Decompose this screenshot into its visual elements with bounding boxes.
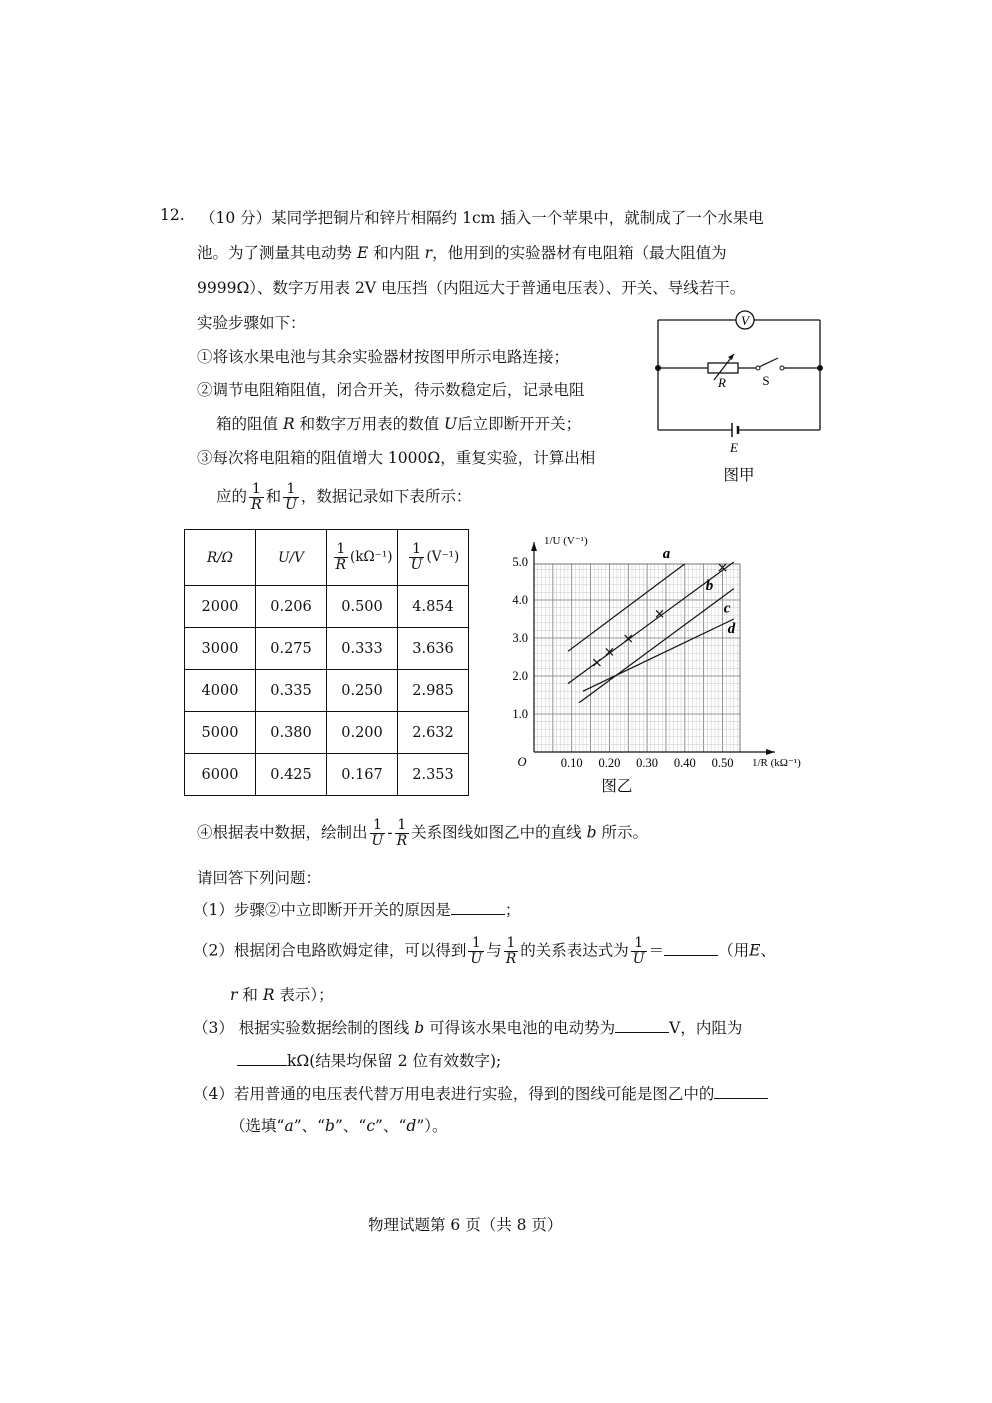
x-tick-label: 0.10	[560, 756, 583, 770]
x-tick-label: 0.40	[673, 756, 696, 770]
chart-labels	[512, 535, 801, 795]
question-number: 12.	[160, 206, 185, 224]
graph-chart	[500, 530, 810, 800]
cell: 0.250	[327, 670, 398, 712]
table-row	[185, 628, 469, 670]
frac-1-over-U: $\frac{1}{U}$	[285, 481, 297, 513]
q3-line2: kΩ(结果均保留 2 位有效数字);	[237, 1049, 501, 1071]
step-2-line2: 箱的阻值 R 和数字万用表的数值 U后立即断开开关；	[216, 415, 582, 433]
answer-blank-2[interactable]	[664, 941, 718, 956]
circuit-diagram	[650, 310, 830, 490]
cell: 3.636	[398, 628, 469, 670]
battery-label: E	[730, 440, 738, 455]
table-row	[185, 754, 469, 796]
cell: 0.206	[256, 586, 327, 628]
origin-label: O	[517, 755, 527, 769]
answer-blank-5[interactable]	[714, 1084, 768, 1099]
cell: 2.985	[398, 670, 469, 712]
graph-caption: 图乙	[601, 778, 633, 795]
intro-line1: （10 分）某同学把铜片和锌片相隔约 1cm 插入一个苹果中，就制成了一个水果电	[200, 209, 764, 227]
x-axis-arrow-icon	[766, 749, 775, 755]
junction-right	[817, 365, 823, 371]
q1: （1）步骤②中立即断开开关的原因是 ；	[193, 901, 521, 919]
answer-blank-3[interactable]	[615, 1018, 669, 1033]
switch-contact-right	[780, 366, 784, 370]
cell: 0.380	[256, 712, 327, 754]
table-row	[185, 586, 469, 628]
header-inv-R: $\frac{1}{R}$ (kΩ⁻¹)	[327, 530, 398, 586]
step-3-line2: 应的 $\frac{1}{R}$ 和 $\frac{1}{U}$ ，数据记录如下表所示：	[216, 481, 472, 513]
table-header-row	[185, 530, 469, 586]
step-1: ①将该水果电池与其余实验器材按图甲所示电路连接；	[197, 348, 570, 366]
page-footer: 物理试题第 6 页（共 8 页）	[368, 1216, 563, 1234]
q3: （3） 根据实验数据绘制的图线 b 可得该水果电池的电动势为 V，内阻为	[193, 1019, 743, 1037]
switch-lever	[759, 358, 778, 367]
y-axis-label: 1/U (V⁻¹)	[544, 535, 588, 547]
table-row	[185, 712, 469, 754]
y-axis-arrow-icon	[531, 542, 537, 551]
cell: 0.200	[327, 712, 398, 754]
header-U: U/V	[256, 530, 327, 586]
series-label-a: a	[662, 545, 671, 562]
y-tick-label: 5.0	[512, 555, 528, 569]
series-label-d: d	[727, 621, 736, 637]
q4: （4）若用普通的电压表代替万用电表进行实验，得到的图线可能是图乙中的	[193, 1082, 768, 1104]
frac-1-over-R: $\frac{1}{R}$	[251, 481, 262, 513]
cell: 5000	[185, 712, 256, 754]
y-tick-label: 4.0	[512, 593, 528, 607]
y-tick-label: 3.0	[512, 631, 528, 645]
answer-title: 请回答下列问题：	[197, 869, 322, 887]
step-4: ④根据表中数据，绘制出 $\frac{1}{U}$ - $\frac{1}{R}$ 关系图线如图乙中的直线 b 所示。	[197, 817, 648, 849]
series-label-b: b	[705, 578, 714, 594]
cell: 0.275	[256, 628, 327, 670]
answer-blank-1[interactable]	[451, 900, 505, 915]
steps-title: 实验步骤如下：	[197, 314, 306, 332]
table-row	[185, 670, 469, 712]
cell: 4000	[185, 670, 256, 712]
intro-line3: 9999Ω）、数字万用表 2V 电压挡（内阻远大于普通电压表）、开关、导线若干。	[197, 279, 746, 297]
header-R: R/Ω	[185, 530, 256, 586]
circuit-caption: 图甲	[723, 467, 755, 484]
cell: 0.425	[256, 754, 327, 796]
intro-line2: 池。为了测量其电动势 E 和内阻 r，他用到的实验器材有电阻箱（最大阻值为	[197, 244, 727, 262]
x-tick-label: 0.50	[711, 756, 734, 770]
answer-blank-4[interactable]	[237, 1051, 287, 1066]
cell: 0.335	[256, 670, 327, 712]
y-tick-label: 1.0	[512, 707, 528, 721]
x-tick-label: 0.20	[598, 756, 621, 770]
q4-line2: （选填“a”、“b”、“c”、“d”）。	[230, 1117, 448, 1135]
arrow-head-icon	[728, 354, 734, 360]
y-tick-label: 2.0	[512, 669, 528, 683]
resistor-label: R	[718, 375, 726, 390]
x-axis-label: 1/R (kΩ⁻¹)	[752, 757, 801, 769]
junction-left	[655, 365, 661, 371]
x-tick-label: 0.30	[636, 756, 659, 770]
cell: 2.632	[398, 712, 469, 754]
cell: 4.854	[398, 586, 469, 628]
cell: 6000	[185, 754, 256, 796]
q2: （2）根据闭合电路欧姆定律，可以得到 $\frac{1}{U}$ 与 $\frac{1}{R}$ 的关系表达式为 $\frac{1}{U}$ ＝ （用E、	[193, 935, 776, 967]
cell: 0.500	[327, 586, 398, 628]
data-table	[184, 529, 469, 796]
cell: 0.167	[327, 754, 398, 796]
step-3-line1: ③每次将电阻箱的阻值增大 1000Ω，重复实验，计算出相	[197, 449, 596, 467]
step-2-line1: ②调节电阻箱阻值，闭合开关，待示数稳定后，记录电阻	[197, 381, 585, 399]
series-label-c: c	[723, 600, 731, 617]
cell: 3000	[185, 628, 256, 670]
header-inv-U: $\frac{1}{U}$ (V⁻¹)	[398, 530, 469, 586]
voltmeter-label: V	[741, 313, 749, 328]
q2-line2: r 和 R 表示）；	[230, 986, 334, 1004]
cell: 0.333	[327, 628, 398, 670]
cell: 2000	[185, 586, 256, 628]
cell: 2.353	[398, 754, 469, 796]
switch-label: S	[762, 373, 770, 388]
